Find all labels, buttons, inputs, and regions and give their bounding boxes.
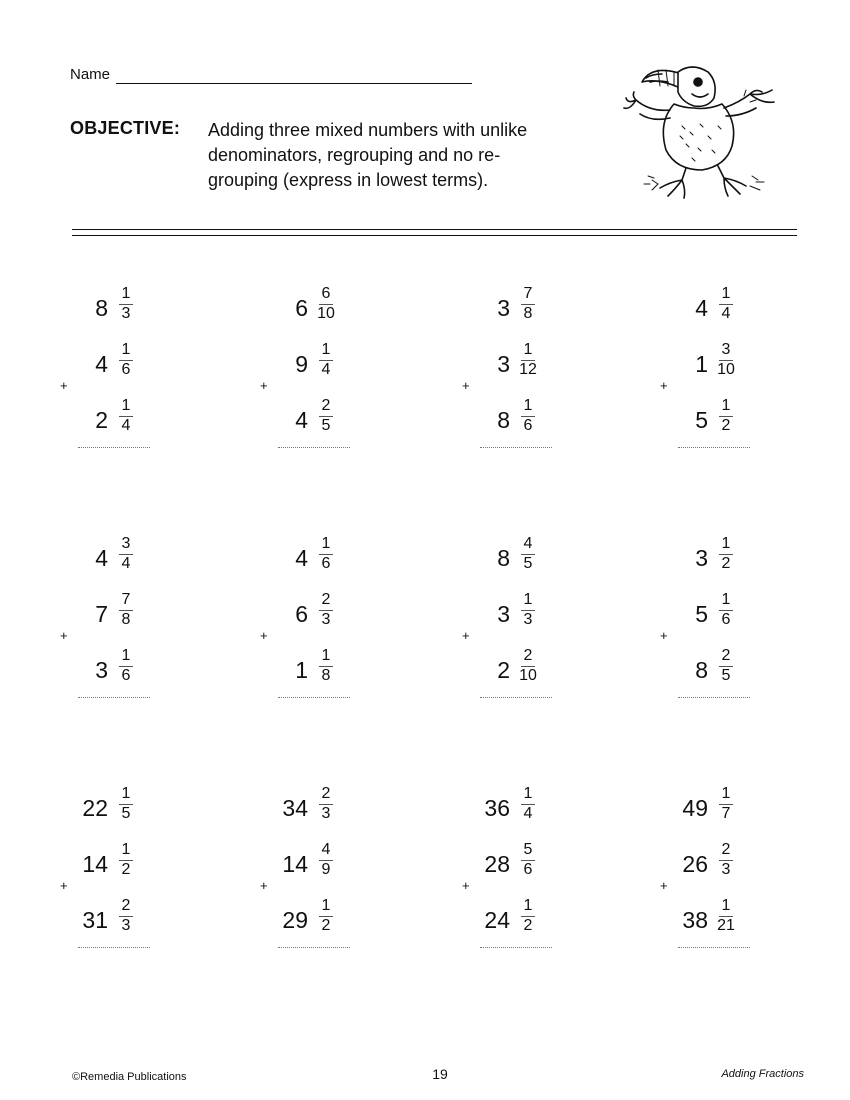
addition-problem [260, 535, 390, 705]
fraction [310, 535, 342, 574]
denominator: 3 [321, 611, 331, 628]
denominator: 2 [121, 861, 131, 878]
addition-problem [60, 285, 190, 455]
mixed-number [462, 897, 592, 947]
plus-sign: + [260, 628, 268, 643]
whole-number: 1 [695, 351, 708, 377]
answer-line[interactable] [278, 947, 350, 948]
whole-number: 2 [95, 407, 108, 433]
mixed-number [660, 785, 790, 835]
fraction [110, 841, 142, 880]
whole-number: 4 [95, 545, 108, 571]
fraction [110, 397, 142, 436]
plus-sign: + [60, 628, 68, 643]
fraction [710, 397, 742, 436]
numerator: 1 [721, 897, 731, 914]
fraction [710, 591, 742, 630]
whole-number: 14 [82, 851, 108, 877]
denominator: 3 [523, 611, 533, 628]
answer-line[interactable] [78, 947, 150, 948]
footer-copyright: ©Remedia Publications [72, 1071, 187, 1083]
addition-problem [260, 785, 390, 955]
answer-line[interactable] [678, 947, 750, 948]
plus-sign: + [462, 628, 470, 643]
mixed-number [660, 591, 790, 641]
denominator: 8 [121, 611, 131, 628]
whole-number: 31 [82, 907, 108, 933]
mixed-number [260, 647, 390, 697]
denominator: 3 [321, 805, 331, 822]
whole-number: 8 [695, 657, 708, 683]
fraction [512, 341, 544, 380]
answer-line[interactable] [480, 947, 552, 948]
denominator: 2 [321, 917, 331, 934]
denominator: 6 [321, 555, 331, 572]
denominator: 4 [121, 417, 131, 434]
numerator: 1 [523, 897, 533, 914]
numerator: 1 [721, 591, 731, 608]
addition-problem [462, 535, 592, 705]
fraction [110, 591, 142, 630]
mixed-number [60, 785, 190, 835]
addition-problem [60, 785, 190, 955]
whole-number: 7 [95, 601, 108, 627]
denominator: 4 [721, 305, 731, 322]
mixed-number [462, 285, 592, 335]
plus-sign: + [260, 878, 268, 893]
whole-number: 5 [695, 407, 708, 433]
page-number: 19 [432, 1066, 448, 1082]
numerator: 2 [721, 647, 731, 664]
numerator: 1 [321, 341, 331, 358]
numerator: 7 [121, 591, 131, 608]
numerator: 5 [523, 841, 533, 858]
plus-sign: + [60, 878, 68, 893]
whole-number: 8 [497, 407, 510, 433]
mixed-number [60, 285, 190, 335]
numerator: 1 [321, 647, 331, 664]
plus-sign: + [660, 378, 668, 393]
whole-number: 8 [497, 545, 510, 571]
mixed-number [660, 285, 790, 335]
fraction [310, 897, 342, 936]
numerator: 1 [523, 785, 533, 802]
denominator: 3 [121, 305, 131, 322]
mixed-number [60, 897, 190, 947]
whole-number: 5 [695, 601, 708, 627]
plus-sign: + [60, 378, 68, 393]
numerator: 1 [721, 535, 731, 552]
plus-sign: + [462, 878, 470, 893]
plus-sign: + [462, 378, 470, 393]
objective-label: OBJECTIVE: [70, 118, 181, 138]
whole-number: 2 [497, 657, 510, 683]
numerator: 6 [321, 285, 331, 302]
numerator: 2 [523, 647, 533, 664]
fraction [710, 785, 742, 824]
plus-sign: + [260, 378, 268, 393]
mixed-number [462, 785, 592, 835]
numerator: 1 [321, 897, 331, 914]
objective-text [208, 118, 608, 193]
denominator: 6 [721, 611, 731, 628]
denominator: 12 [519, 361, 537, 378]
fraction [110, 341, 142, 380]
whole-number: 4 [695, 295, 708, 321]
denominator: 3 [721, 861, 731, 878]
mixed-number [60, 647, 190, 697]
denominator: 5 [121, 805, 131, 822]
mixed-number [660, 841, 790, 891]
addition-problem [462, 785, 592, 955]
numerator: 2 [721, 841, 731, 858]
fraction [110, 285, 142, 324]
fraction [710, 897, 742, 936]
whole-number: 26 [682, 851, 708, 877]
denominator: 2 [523, 917, 533, 934]
mixed-number [60, 841, 190, 891]
numerator: 1 [121, 647, 131, 664]
whole-number: 24 [484, 907, 510, 933]
mixed-number [60, 535, 190, 585]
whole-number: 38 [682, 907, 708, 933]
fraction [310, 591, 342, 630]
denominator: 8 [321, 667, 331, 684]
mixed-number [60, 397, 190, 447]
addition-problem [660, 285, 790, 455]
fraction [512, 897, 544, 936]
whole-number: 1 [295, 657, 308, 683]
answer-line[interactable] [480, 697, 552, 698]
fraction [110, 897, 142, 936]
answer-line[interactable] [78, 697, 150, 698]
denominator: 7 [721, 805, 731, 822]
fraction [710, 647, 742, 686]
fraction [710, 841, 742, 880]
denominator: 4 [321, 361, 331, 378]
mixed-number [462, 591, 592, 641]
numerator: 1 [121, 841, 131, 858]
denominator: 6 [523, 417, 533, 434]
mixed-number [260, 785, 390, 835]
fraction [710, 341, 742, 380]
denominator: 6 [121, 667, 131, 684]
fraction [310, 285, 342, 324]
addition-problem [660, 785, 790, 955]
whole-number: 49 [682, 795, 708, 821]
answer-line[interactable] [278, 697, 350, 698]
whole-number: 4 [95, 351, 108, 377]
objective-line: Adding three mixed numbers with unlike [208, 120, 528, 140]
numerator: 1 [121, 341, 131, 358]
divider-rule-top [72, 229, 797, 230]
whole-number: 6 [295, 295, 308, 321]
name-row [70, 66, 110, 83]
mixed-number [60, 341, 190, 391]
numerator: 1 [721, 785, 731, 802]
numerator: 1 [523, 591, 533, 608]
divider-rule-bottom [72, 235, 797, 236]
numerator: 7 [523, 285, 533, 302]
mixed-number [260, 591, 390, 641]
numerator: 1 [121, 397, 131, 414]
denominator: 6 [523, 861, 533, 878]
denominator: 5 [321, 417, 331, 434]
fraction [310, 397, 342, 436]
fraction [110, 647, 142, 686]
answer-line[interactable] [678, 447, 750, 448]
numerator: 1 [523, 397, 533, 414]
numerator: 1 [121, 785, 131, 802]
fraction [512, 785, 544, 824]
whole-number: 34 [282, 795, 308, 821]
whole-number: 3 [497, 295, 510, 321]
denominator: 4 [523, 805, 533, 822]
whole-number: 8 [95, 295, 108, 321]
mixed-number [260, 341, 390, 391]
addition-problem [260, 285, 390, 455]
numerator: 1 [721, 397, 731, 414]
mixed-number [260, 285, 390, 335]
toucan-mascot-illustration [622, 52, 782, 200]
denominator: 9 [321, 861, 331, 878]
fraction [512, 647, 544, 686]
numerator: 4 [523, 535, 533, 552]
denominator: 10 [717, 361, 735, 378]
denominator: 10 [317, 305, 335, 322]
fraction [512, 397, 544, 436]
answer-line[interactable] [678, 697, 750, 698]
denominator: 21 [717, 917, 735, 934]
mixed-number [660, 535, 790, 585]
denominator: 6 [121, 361, 131, 378]
numerator: 1 [523, 341, 533, 358]
addition-problem [60, 535, 190, 705]
numerator: 2 [121, 897, 131, 914]
numerator: 1 [721, 285, 731, 302]
numerator: 1 [121, 285, 131, 302]
denominator: 3 [121, 917, 131, 934]
mixed-number [462, 397, 592, 447]
footer-section-title: Adding Fractions [721, 1068, 804, 1080]
addition-problem [462, 285, 592, 455]
denominator: 8 [523, 305, 533, 322]
whole-number: 36 [484, 795, 510, 821]
denominator: 4 [121, 555, 131, 572]
whole-number: 4 [295, 545, 308, 571]
fraction [512, 285, 544, 324]
fraction [310, 341, 342, 380]
mixed-number [462, 535, 592, 585]
denominator: 2 [721, 555, 731, 572]
whole-number: 3 [95, 657, 108, 683]
numerator: 2 [321, 397, 331, 414]
whole-number: 6 [295, 601, 308, 627]
fraction [110, 785, 142, 824]
whole-number: 9 [295, 351, 308, 377]
fraction [310, 841, 342, 880]
whole-number: 22 [82, 795, 108, 821]
fraction [310, 647, 342, 686]
mixed-number [462, 341, 592, 391]
numerator: 2 [321, 591, 331, 608]
name-label: Name [70, 66, 111, 83]
mixed-number [660, 647, 790, 697]
objective-line: denominators, regrouping and no re- [208, 145, 501, 165]
numerator: 2 [321, 785, 331, 802]
denominator: 2 [721, 417, 731, 434]
plus-sign: + [660, 878, 668, 893]
numerator: 3 [721, 341, 731, 358]
answer-line[interactable] [78, 447, 150, 448]
mixed-number [660, 897, 790, 947]
whole-number: 29 [282, 907, 308, 933]
fraction [710, 285, 742, 324]
mixed-number [260, 841, 390, 891]
fraction [310, 785, 342, 824]
whole-number: 3 [497, 351, 510, 377]
denominator: 5 [523, 555, 533, 572]
whole-number: 14 [282, 851, 308, 877]
numerator: 3 [121, 535, 131, 552]
mixed-number [660, 341, 790, 391]
whole-number: 28 [484, 851, 510, 877]
mixed-number [260, 397, 390, 447]
fraction [512, 841, 544, 880]
mixed-number [462, 841, 592, 891]
objective-line: grouping (express in lowest terms). [208, 170, 489, 190]
answer-line[interactable] [278, 447, 350, 448]
whole-number: 4 [295, 407, 308, 433]
fraction [512, 591, 544, 630]
whole-number: 3 [695, 545, 708, 571]
mixed-number [60, 591, 190, 641]
mixed-number [260, 535, 390, 585]
fraction [512, 535, 544, 574]
whole-number: 3 [497, 601, 510, 627]
addition-problem [660, 535, 790, 705]
mixed-number [260, 897, 390, 947]
numerator: 1 [321, 535, 331, 552]
plus-sign: + [660, 628, 668, 643]
answer-line[interactable] [480, 447, 552, 448]
mixed-number [660, 397, 790, 447]
denominator: 5 [721, 667, 731, 684]
fraction [710, 535, 742, 574]
numerator: 4 [321, 841, 331, 858]
fraction [110, 535, 142, 574]
denominator: 10 [519, 667, 537, 684]
mixed-number [462, 647, 592, 697]
name-line[interactable] [116, 83, 472, 84]
